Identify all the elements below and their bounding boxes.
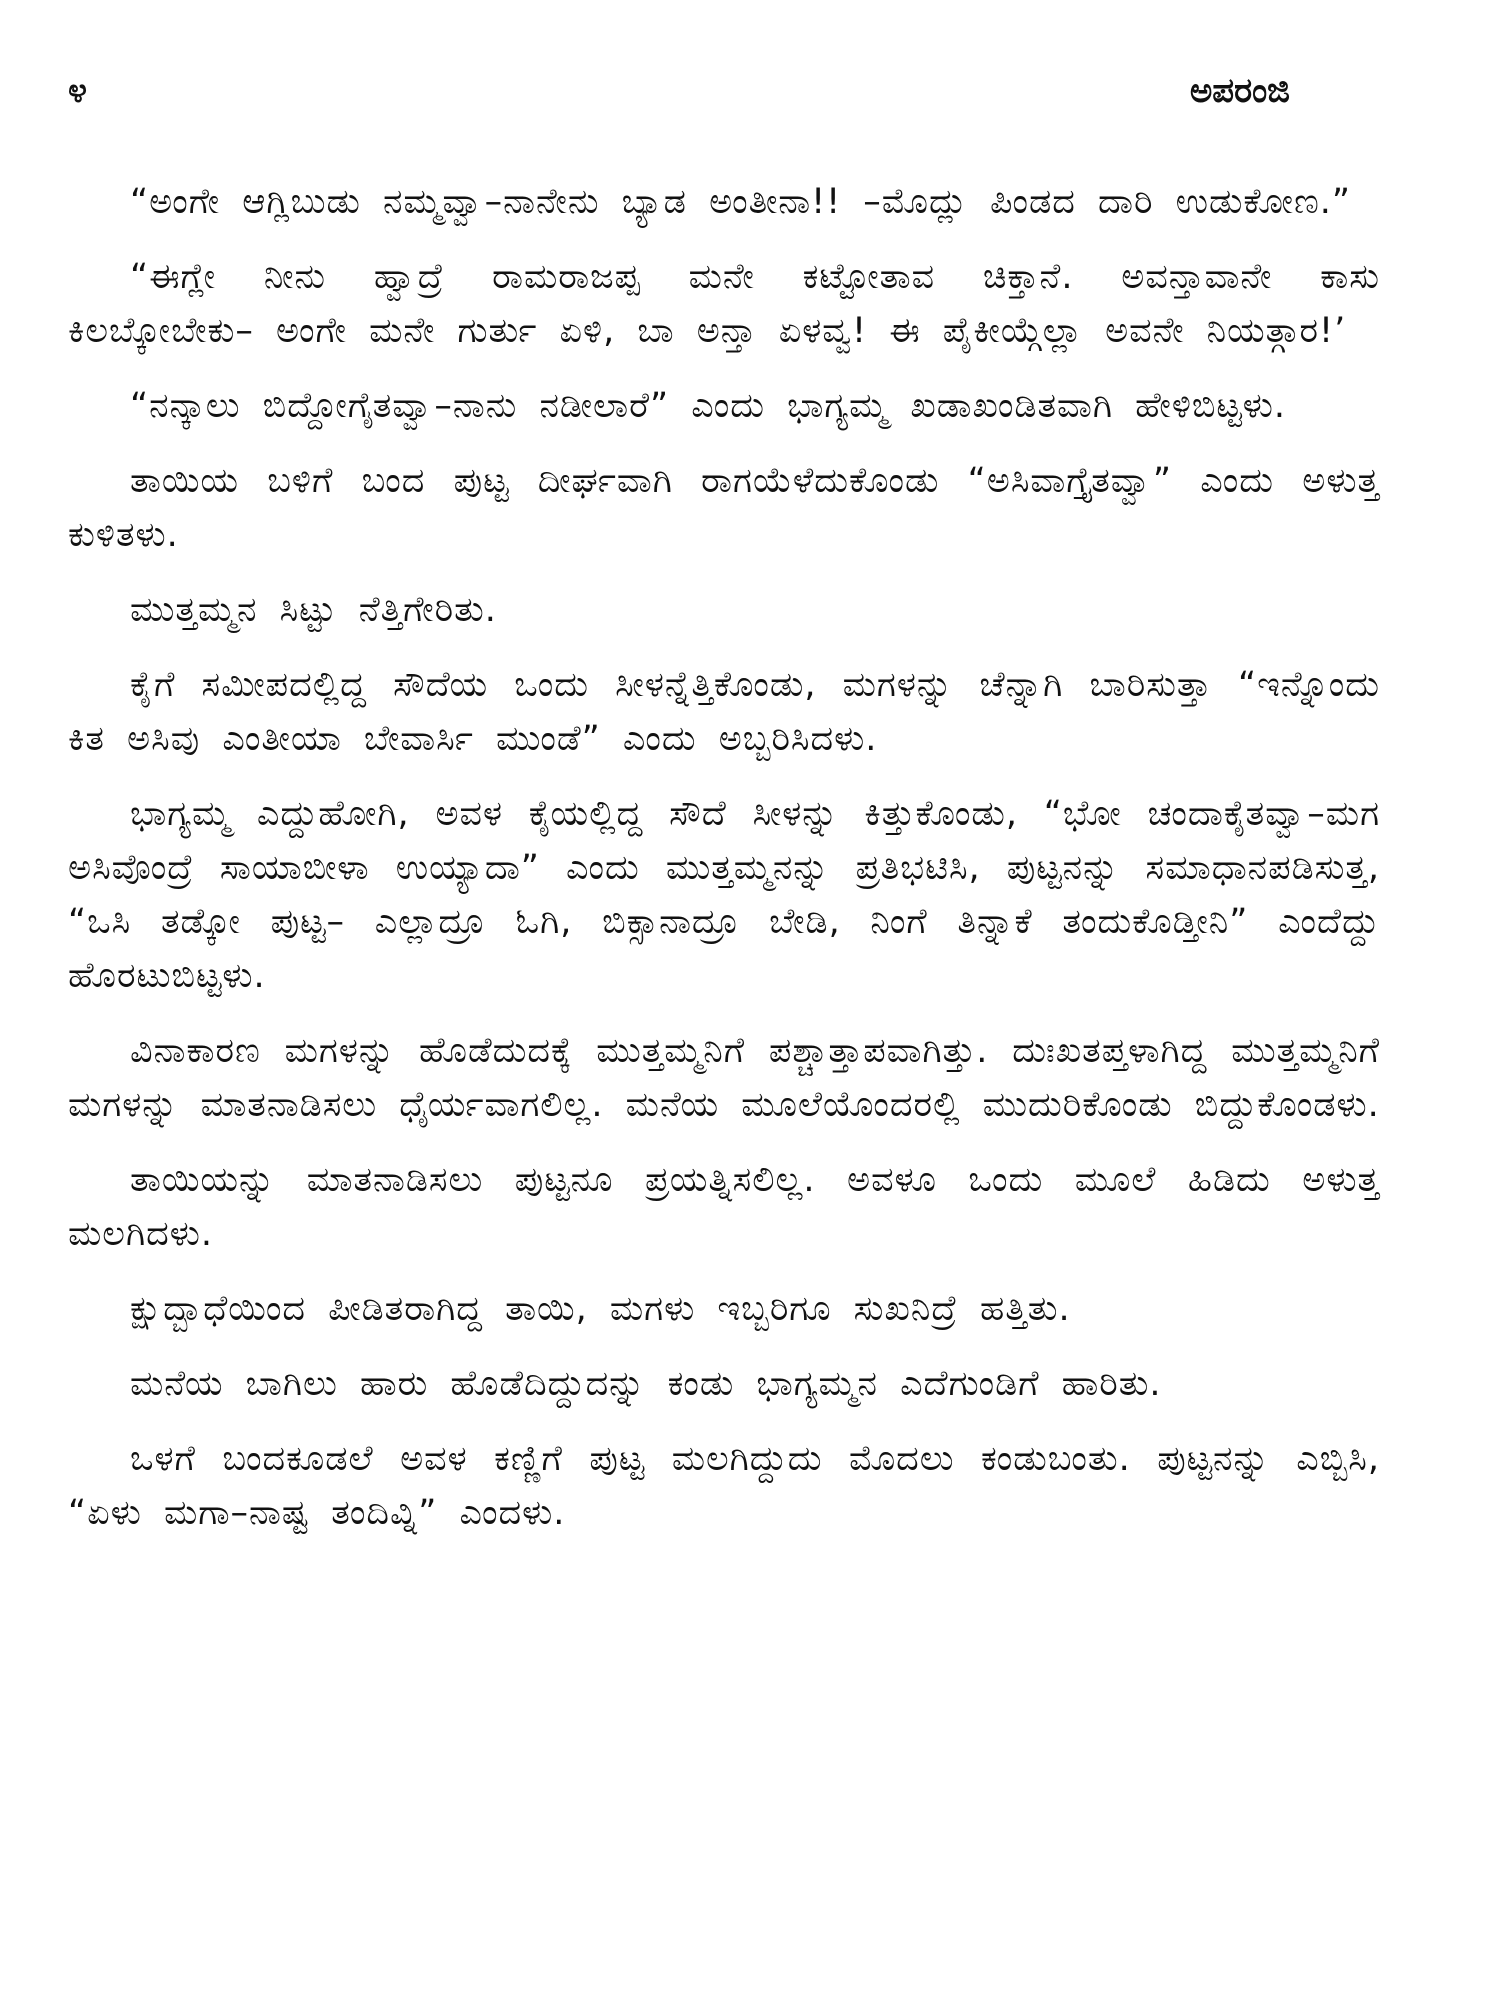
running-title: ಅಪರಂಜಿ bbox=[1189, 71, 1290, 111]
paragraph: ಕ್ಷುದ್ಬಾಧೆಯಿಂದ ಪೀಡಿತರಾಗಿದ್ದ ತಾಯಿ, ಮಗಳು ಇಬ್ಬರಿಗೂ ಸುಖನಿದ್ರೆ ಹತ್ತಿತು. bbox=[130, 1289, 1071, 1329]
paragraph: ವಿನಾಕಾರಣ ಮಗಳನ್ನು ಹೊಡೆದುದಕ್ಕೆ ಮುತ್ತಮ್ಮನಿಗೆ ಪಶ್ಚಾತ್ತಾಪವಾಗಿತ್ತು. ದುಃಖತಪ್ತಳಾಗಿದ್ದ ಮುತ್ತಮ್ಮನಿಗೆ ಮಗಳನ್ನು ಮಾತನಾಡಿಸಲು ಧೈರ್ಯವಾಗಲಿಲ್ಲ. ಮನೆಯ ಮೂಲೆಯೊಂದರಲ್ಲಿ ಮುದುರಿಕೊಂಡು ಬಿದ್ದುಕೊಂಡಳು. bbox=[68, 1031, 1380, 1125]
paragraph: ಕೈಗೆ ಸಮೀಪದಲ್ಲಿದ್ದ ಸೌದೆಯ ಒಂದು ಸೀಳನ್ನೆತ್ತಿಕೊಂಡು, ಮಗಳನ್ನು ಚೆನ್ನಾಗಿ ಬಾರಿಸುತ್ತಾ “ಇನ್ನೊಂದು ಕಿತ ಅಸಿವು ಎಂತೀಯಾ ಬೇವಾರ್ಸಿ ಮುಂಡೆ” ಎಂದು ಅಬ್ಬರಿಸಿದಳು. bbox=[68, 665, 1380, 759]
paragraph: ಭಾಗ್ಯಮ್ಮ ಎದ್ದುಹೋಗಿ, ಅವಳ ಕೈಯಲ್ಲಿದ್ದ ಸೌದೆ ಸೀಳನ್ನು ಕಿತ್ತುಕೊಂಡು, “ಭೋ ಚಂದಾಕೈತವ್ವಾ–ಮಗ ಅಸಿವೊಂದ್ರೆ ಸಾಯಾಬೀಳಾ ಉಯ್ಯಾದಾ” ಎಂದು ಮುತ್ತಮ್ಮನನ್ನು ಪ್ರತಿಭಟಿಸಿ, ಪುಟ್ಟನನ್ನು ಸಮಾಧಾನಪಡಿಸುತ್ತ, “ಒಸಿ ತಡ್ಕೋ ಪುಟ್ಟ– ಎಲ್ಲಾದ್ರೂ ಓಗಿ, ಬಿಕ್ಸಾನಾದ್ರೂ ಬೇಡಿ, ನಿಂಗೆ ತಿನ್ನಾಕೆ ತಂದುಕೊಡ್ತೀನಿ” ಎಂದೆದ್ದು ಹೊರಟುಬಿಟ್ಟಳು. bbox=[68, 794, 1380, 996]
paragraph: ಮನೆಯ ಬಾಗಿಲು ಹಾರು ಹೊಡೆದಿದ್ದುದನ್ನು ಕಂಡು ಭಾಗ್ಯಮ್ಮನ ಎದೆಗುಂಡಿಗೆ ಹಾರಿತು. bbox=[130, 1364, 1162, 1404]
paragraph: “ನನ್ಕಾಲು ಬಿದ್ದೋಗೈತವ್ವಾ–ನಾನು ನಡೀಲಾರೆ” ಎಂದು ಭಾಗ್ಯಮ್ಮ ಖಡಾಖಂಡಿತವಾಗಿ ಹೇಳಿಬಿಟ್ಟಳು. bbox=[130, 386, 1287, 426]
paragraph: ತಾಯಿಯನ್ನು ಮಾತನಾಡಿಸಲು ಪುಟ್ಟನೂ ಪ್ರಯತ್ನಿಸಲಿಲ್ಲ. ಅವಳೂ ಒಂದು ಮೂಲೆ ಹಿಡಿದು ಅಳುತ್ತ ಮಲಗಿದಳು. bbox=[68, 1160, 1380, 1254]
paragraph: ಒಳಗೆ ಬಂದಕೂಡಲೆ ಅವಳ ಕಣ್ಣಿಗೆ ಪುಟ್ಟ ಮಲಗಿದ್ದುದು ಮೊದಲು ಕಂಡುಬಂತು. ಪುಟ್ಟನನ್ನು ಎಬ್ಬಿಸಿ, “ಏಳು ಮಗಾ–ನಾಷ್ಟ ತಂದಿವ್ನಿ” ಎಂದಳು. bbox=[68, 1439, 1380, 1533]
body-text bbox=[68, 175, 1380, 1561]
page-header bbox=[68, 66, 1290, 116]
paragraph: ಮುತ್ತಮ್ಮನ ಸಿಟ್ಟು ನೆತ್ತಿಗೇರಿತು. bbox=[130, 590, 497, 630]
page-number: ೪ bbox=[68, 71, 88, 111]
paragraph: “ಈಗ್ಲೇ ನೀನು ಹ್ವಾದ್ರೆ ರಾಮರಾಜಪ್ಪ ಮನೇ ಕಟ್ಟೋತಾವ ಚಿಕ್ತಾನೆ. ಅವನ್ತಾವಾನೇ ಕಾಸು ಕಿಲಬ್ಕೋಬೇಕು– ಅಂಗೇ ಮನೇ ಗುರ್ತು ಏಳಿ, ಬಾ ಅನ್ತಾ ಏಳವ್ವ! ಈ ಪೈಕೀಯ್ಗೆಲ್ಲಾ ಅವನೇ ನಿಯತ್ಗಾರ!’ bbox=[68, 257, 1380, 351]
paragraph: “ಅಂಗೇ ಆಗ್ಲಿಬುಡು ನಮ್ಮವ್ವಾ–ನಾನೇನು ಬ್ಯಾಡ ಅಂತೀನಾ!! –ಮೊದ್ಲು ಪಿಂಡದ ದಾರಿ ಉಡುಕೋಣ.” bbox=[130, 182, 1352, 222]
paragraph: ತಾಯಿಯ ಬಳಿಗೆ ಬಂದ ಪುಟ್ಟ ದೀರ್ಘವಾಗಿ ರಾಗಯೆಳೆದುಕೊಂಡು “ಅಸಿವಾಗ್ತೈತವ್ವಾ” ಎಂದು ಅಳುತ್ತ ಕುಳಿತಳು. bbox=[68, 461, 1380, 555]
